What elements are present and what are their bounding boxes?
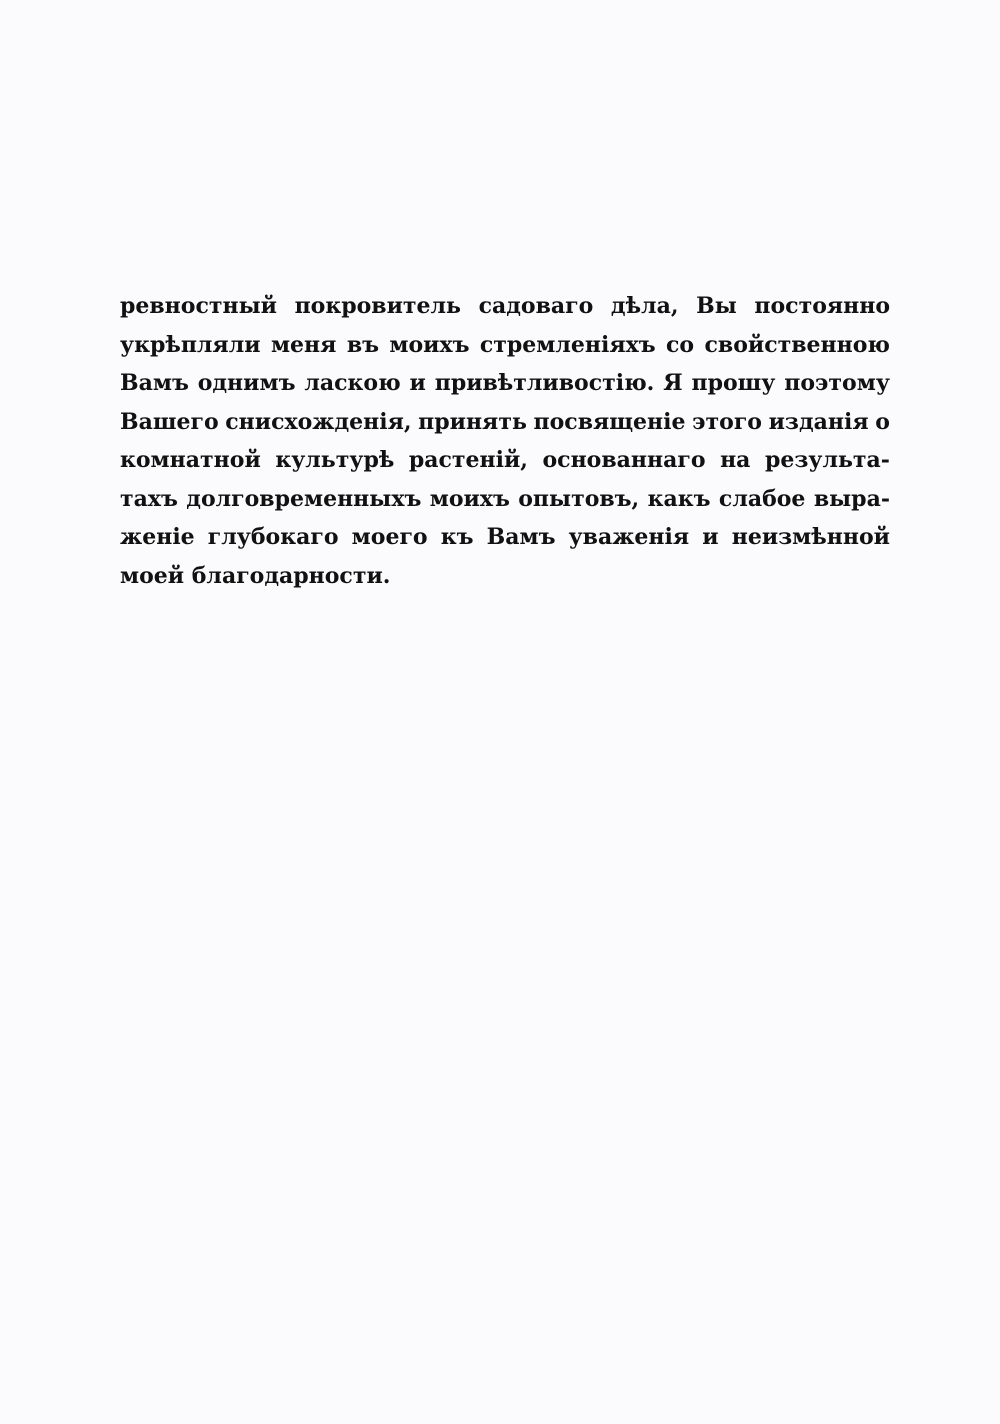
word: Вамъ	[486, 524, 556, 550]
word: однимъ	[197, 370, 296, 396]
word: уваженія	[568, 524, 690, 550]
word: этого	[692, 408, 762, 435]
word: постоянно	[754, 293, 890, 319]
word: результа-	[764, 447, 890, 473]
word: моихъ	[429, 485, 510, 512]
word: растеній,	[408, 447, 528, 473]
word: культурѣ	[275, 447, 395, 473]
word: слабое	[718, 485, 806, 512]
word: на	[720, 447, 751, 473]
word: къ	[440, 524, 474, 550]
word: привѣтливостію.	[434, 370, 655, 396]
word: и	[409, 370, 426, 396]
text-line	[120, 403, 890, 442]
word: выра-	[813, 485, 890, 512]
word: основаннаго	[542, 447, 706, 473]
word: глубокаго	[207, 524, 339, 550]
text-line	[120, 364, 890, 403]
text-line: моей благодарности.	[120, 562, 391, 589]
word: изданія	[768, 408, 869, 435]
word: дѣла,	[610, 293, 679, 319]
word: моего	[351, 524, 428, 550]
word: свойственною	[704, 331, 890, 358]
word: о	[875, 408, 890, 435]
word: опытовъ,	[518, 485, 640, 512]
word: поэтому	[784, 370, 890, 396]
text-line	[120, 441, 890, 480]
word: долговременныхъ	[186, 485, 422, 512]
word: укрѣпляли	[120, 331, 261, 358]
word: Вы	[696, 293, 737, 319]
word: снисхожденія,	[225, 408, 412, 435]
word: неизмѣнной	[731, 524, 890, 550]
text-line	[120, 480, 890, 519]
word: комнатной	[120, 447, 261, 473]
text-line	[120, 326, 890, 365]
word: прошу	[691, 370, 776, 396]
dedication-paragraph	[120, 287, 890, 595]
word: ревностный	[120, 293, 277, 319]
word: ласкою	[304, 370, 401, 396]
word: какъ	[647, 485, 711, 512]
word: и	[702, 524, 719, 550]
word: со	[666, 331, 695, 358]
word: тахъ	[120, 485, 178, 512]
word: стремленіяхъ	[479, 331, 656, 358]
word: садоваго	[478, 293, 594, 319]
word: Вамъ	[120, 370, 189, 396]
word: Я	[663, 370, 683, 396]
word: принять	[418, 408, 527, 435]
word: покровитель	[294, 293, 461, 319]
text-line	[120, 518, 890, 557]
word: посвященіе	[533, 408, 686, 435]
word: въ	[346, 331, 379, 358]
word: женіе	[120, 524, 195, 550]
text-line	[120, 287, 890, 326]
word: моихъ	[389, 331, 470, 358]
word: Вашего	[120, 408, 219, 435]
word: меня	[270, 331, 337, 358]
